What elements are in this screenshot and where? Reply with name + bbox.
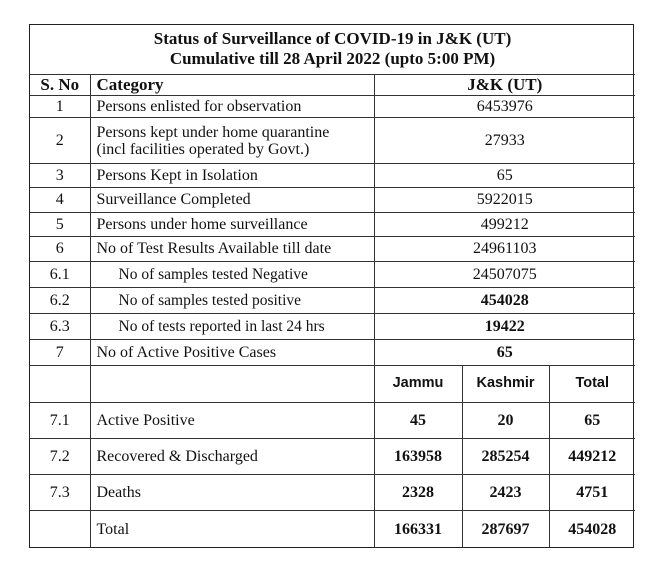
row-value: 65 [374,340,635,366]
row-jammu: 166331 [374,511,462,547]
row-jammu: 2328 [374,474,462,510]
row-sno: 6.1 [30,261,90,287]
row-sno [30,511,90,547]
covid-surveillance-table [30,25,635,547]
row-category: Deaths [90,474,374,510]
row-sno: 6 [30,236,90,261]
row-total: 4751 [549,474,635,510]
title-line-1: Status of Surveillance of COVID-19 in J&K (UT) [153,29,512,49]
row-value: 24507075 [374,261,635,287]
total-row [30,511,635,547]
table-row [30,118,635,164]
table-row [30,474,635,510]
row-sno: 1 [30,95,90,117]
table-row [30,261,635,287]
row-sno: 2 [30,118,90,164]
row-category: No of Test Results Available till date [90,236,374,261]
table-row [30,164,635,188]
region-header-row [30,366,635,402]
row-total: 449212 [549,438,635,474]
row-sno: 4 [30,188,90,212]
row-category: Persons Kept in Isolation [90,164,374,188]
row-total: 454028 [549,511,635,547]
row-sno: 7 [30,340,90,366]
row-total: 65 [549,402,635,438]
title-line-2: Cumulative till 28 April 2022 (upto 5:00 PM) [169,49,496,69]
row-category-line-2: (incl facilities operated by Govt.) [96,140,310,158]
row-value: 65 [374,164,635,188]
table-row [30,340,635,366]
row-sno: 6.3 [30,314,90,340]
table-row [30,438,635,474]
title-row [30,25,635,74]
covid-surveillance-table-container [29,24,634,548]
row-value: 454028 [374,287,635,313]
row-sno: 6.2 [30,287,90,313]
header-row [30,74,635,95]
row-category: No of samples tested Negative [90,261,374,287]
row-category: Total [90,511,374,547]
region-header-category-blank [90,366,374,402]
row-jammu: 45 [374,402,462,438]
row-kashmir: 2423 [462,474,549,510]
table-row [30,188,635,212]
row-category: Surveillance Completed [90,188,374,212]
row-category: Persons under home surveillance [90,212,374,236]
row-value: 499212 [374,212,635,236]
header-jk-ut: J&K (UT) [374,74,635,95]
row-sno: 5 [30,212,90,236]
row-kashmir: 285254 [462,438,549,474]
table-row [30,402,635,438]
row-category: Active Positive [90,402,374,438]
table-row [30,314,635,340]
row-category [90,118,374,164]
row-category-line-1: Persons kept under home quarantine [96,123,330,141]
row-jammu: 163958 [374,438,462,474]
row-value: 5922015 [374,188,635,212]
header-total: Total [549,366,635,402]
row-category: Recovered & Discharged [90,438,374,474]
table-row [30,95,635,117]
header-category: Category [90,74,374,95]
row-value: 27933 [374,118,635,164]
table-title [30,25,635,74]
row-category: Persons enlisted for observation [90,95,374,117]
table-row [30,287,635,313]
row-kashmir: 287697 [462,511,549,547]
row-value: 24961103 [374,236,635,261]
row-value: 19422 [374,314,635,340]
row-value: 6453976 [374,95,635,117]
row-sno: 7.2 [30,438,90,474]
table-row [30,236,635,261]
header-jammu: Jammu [374,366,462,402]
row-category: No of Active Positive Cases [90,340,374,366]
row-sno: 3 [30,164,90,188]
row-category: No of samples tested positive [90,287,374,313]
table-row [30,212,635,236]
row-sno: 7.1 [30,402,90,438]
row-category: No of tests reported in last 24 hrs [90,314,374,340]
header-sno: S. No [30,74,90,95]
region-header-sno-blank [30,366,90,402]
row-sno: 7.3 [30,474,90,510]
row-kashmir: 20 [462,402,549,438]
header-kashmir: Kashmir [462,366,549,402]
